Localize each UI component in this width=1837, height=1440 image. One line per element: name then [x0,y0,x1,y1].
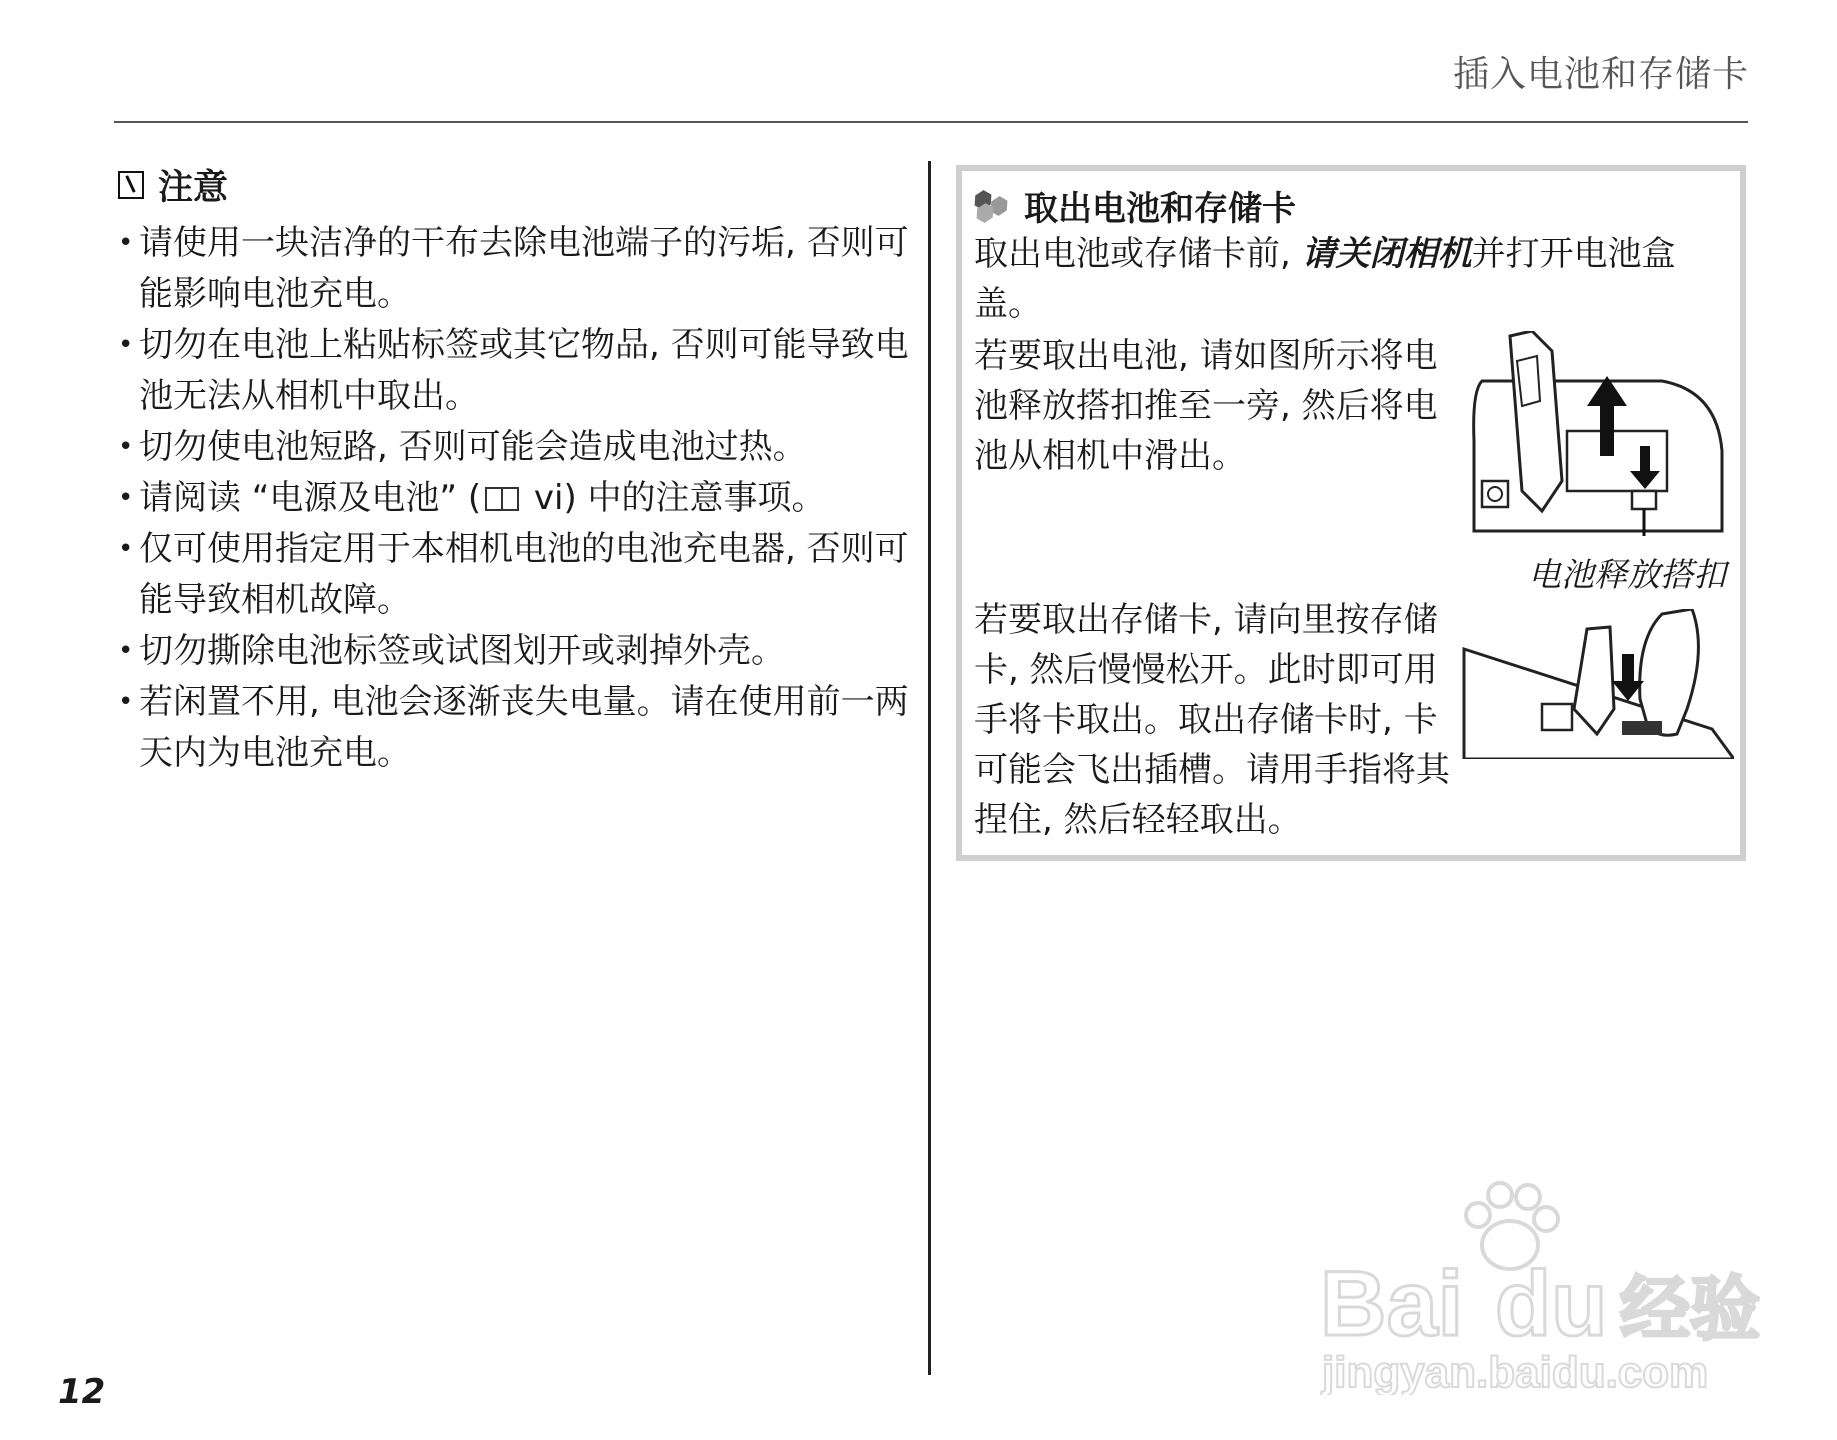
list-item: • 切勿在电池上粘贴标签或其它物品, 否则可能导致电池无法从相机中取出。 [118,325,909,416]
note-title: 注意 [158,168,229,208]
battery-removal-illustration [1462,331,1734,541]
svg-text:jingyan.baidu.com: jingyan.baidu.com [1322,1348,1709,1395]
list-item: • 切勿撕除电池标签或试图划开或剥掉外壳。 [118,631,785,671]
svg-text:Bai: Bai [1320,1253,1464,1355]
tip-intro: 取出电池或存储卡前, 请关闭相机并打开电池盒盖。 [974,234,1676,324]
pencil-note-icon [118,171,144,199]
list-item: • 若闲置不用, 电池会逐渐丧失电量。请在使用前一两天内为电池充电。 [118,682,909,773]
note-list [118,218,918,779]
tip-box [956,165,1746,861]
list-item: • 仅可使用指定用于本相机电池的电池充电器, 否则可能导致相机故障。 [118,529,909,620]
list-item: • 请使用一块洁净的干布去除电池端子的污垢, 否则可能影响电池充电。 [118,223,909,314]
tip-title: 取出电池和存储卡 [1024,189,1296,229]
page-header-title: 插入电池和存储卡 [1452,54,1749,95]
list-item: • 请阅读 “电源及电池” ( vi) 中的注意事项。 [118,478,826,518]
svg-text:经验: 经验 [1620,1268,1760,1350]
list-item: • 切勿使电池短路, 否则可能会造成电池过热。 [118,427,807,467]
battery-removal-text: 若要取出电池, 请如图所示将电池释放搭扣推至一旁, 然后将电池从相机中滑出。 [974,336,1438,476]
book-icon [485,487,519,511]
card-removal-illustration [1462,609,1734,759]
header-divider [114,121,1748,123]
tip-emphasis: 请关闭相机 [1301,234,1472,274]
baidu-jingyan-watermark [1320,1175,1760,1395]
column-divider [928,161,931,1375]
svg-text:du: du [1495,1253,1608,1355]
tip-heading [974,181,1296,230]
page-number: 12 [58,1372,106,1412]
tip-hexagon-icon [974,191,1014,221]
card-removal-text: 若要取出存储卡, 请向里按存储卡, 然后慢慢松开。此时即可用手将卡取出。取出存储卡时, 卡可能会飞出插槽。请用手指将其捏住, 然后轻轻取出。 [974,600,1450,840]
note-heading [118,160,918,210]
battery-latch-caption: 电池释放搭扣 [1528,555,1726,594]
note-section [118,160,918,779]
